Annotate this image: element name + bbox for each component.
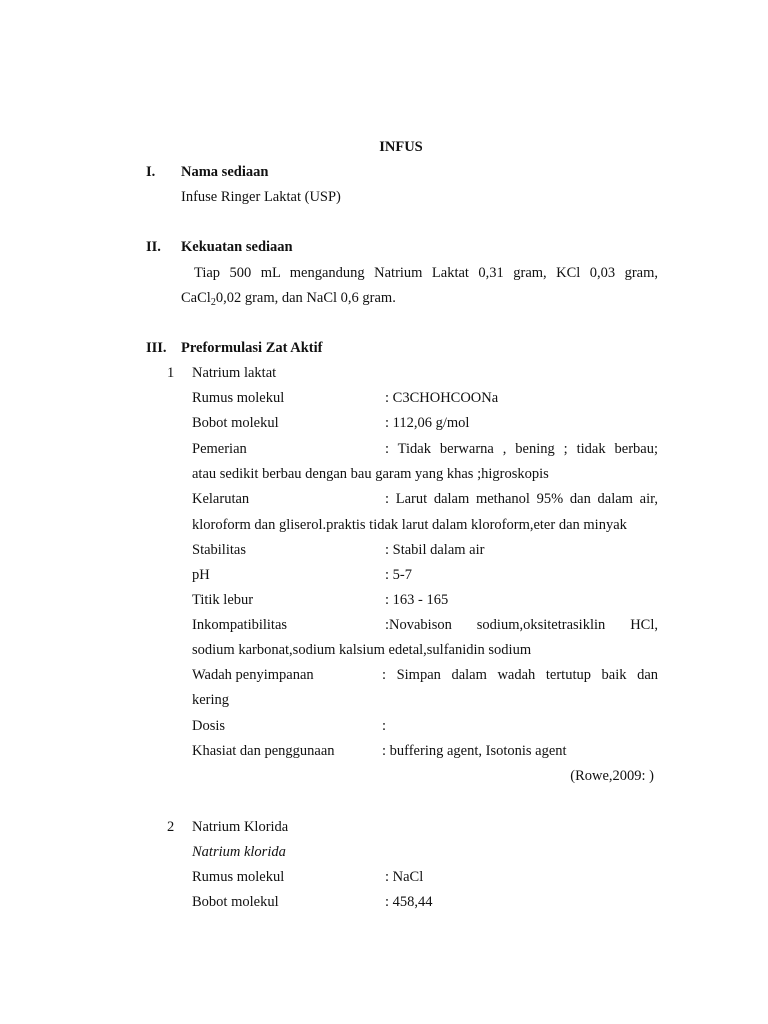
- strength-line-2: [181, 289, 396, 307]
- section-heading: Kekuatan sediaan: [181, 239, 293, 255]
- property-value: : Simpan dalam wadah tertutup baik dan: [382, 667, 658, 683]
- item-name: Natrium laktat: [192, 365, 277, 381]
- property-value: :Novabison sodium,oksitetrasiklin HCl,: [385, 617, 658, 633]
- property-value-continued: kering: [192, 692, 230, 708]
- item-number: 1: [167, 365, 175, 381]
- strength-rest-text: 0,02 gram, dan NaCl 0,6 gram.: [215, 290, 396, 306]
- property-label: Stabilitas: [192, 542, 246, 558]
- property-value: : buffering agent, Isotonis agent: [382, 743, 567, 759]
- section-heading: Preformulasi Zat Aktif: [181, 340, 323, 356]
- property-value: : C3CHOHCOONa: [385, 390, 499, 406]
- property-label: Dosis: [192, 718, 226, 734]
- section-heading: Nama sediaan: [181, 164, 269, 180]
- item-latin-name: Natrium klorida: [192, 844, 286, 860]
- property-label: pH: [192, 567, 210, 583]
- property-value: : Stabil dalam air: [385, 542, 485, 558]
- section-number: II.: [146, 239, 161, 255]
- property-value-continued: sodium karbonat,sodium kalsium edetal,sulfanidin sodium: [192, 642, 532, 658]
- property-label: Bobot molekul: [192, 415, 279, 431]
- property-value-continued: kloroform dan gliserol.praktis tidak larut dalam kloroform,eter dan minyak: [192, 517, 627, 533]
- reference-citation: (Rowe,2009: ): [570, 768, 654, 784]
- property-value: : 458,44: [385, 894, 433, 910]
- property-label: Pemerian: [192, 441, 247, 457]
- subscript-2: 2: [210, 297, 216, 308]
- property-value: : NaCl: [385, 869, 424, 885]
- property-label: Rumus molekul: [192, 390, 285, 406]
- document-title: INFUS: [379, 139, 423, 155]
- item-number: 2: [167, 819, 175, 835]
- strength-line-1: Tiap 500 mL mengandung Natrium Laktat 0,31 gram, KCl 0,03 gram,: [194, 265, 658, 281]
- property-value: : 163 - 165: [385, 592, 449, 608]
- property-label: Khasiat dan penggunaan: [192, 743, 335, 759]
- property-label: Kelarutan: [192, 491, 250, 507]
- property-value: : Tidak berwarna , bening ; tidak berbau;: [385, 441, 658, 457]
- property-label: Rumus molekul: [192, 869, 285, 885]
- property-label: Wadah penyimpanan: [192, 667, 314, 683]
- section-number: III.: [146, 340, 167, 356]
- property-value: : 5-7: [385, 567, 412, 583]
- property-value: : Larut dalam methanol 95% dan dalam air,: [385, 491, 658, 507]
- section-number: I.: [146, 164, 156, 180]
- property-value-continued: atau sedikit berbau dengan bau garam yang khas ;higroskopis: [192, 466, 549, 482]
- property-label: Bobot molekul: [192, 894, 279, 910]
- section-text: Infuse Ringer Laktat (USP): [181, 189, 341, 205]
- strength-cacl-text: CaCl: [181, 290, 211, 306]
- property-label: Titik lebur: [192, 592, 254, 608]
- property-label: Inkompatibilitas: [192, 617, 288, 633]
- item-name: Natrium Klorida: [192, 819, 289, 835]
- property-value: :: [382, 718, 387, 734]
- property-value: : 112,06 g/mol: [385, 415, 470, 431]
